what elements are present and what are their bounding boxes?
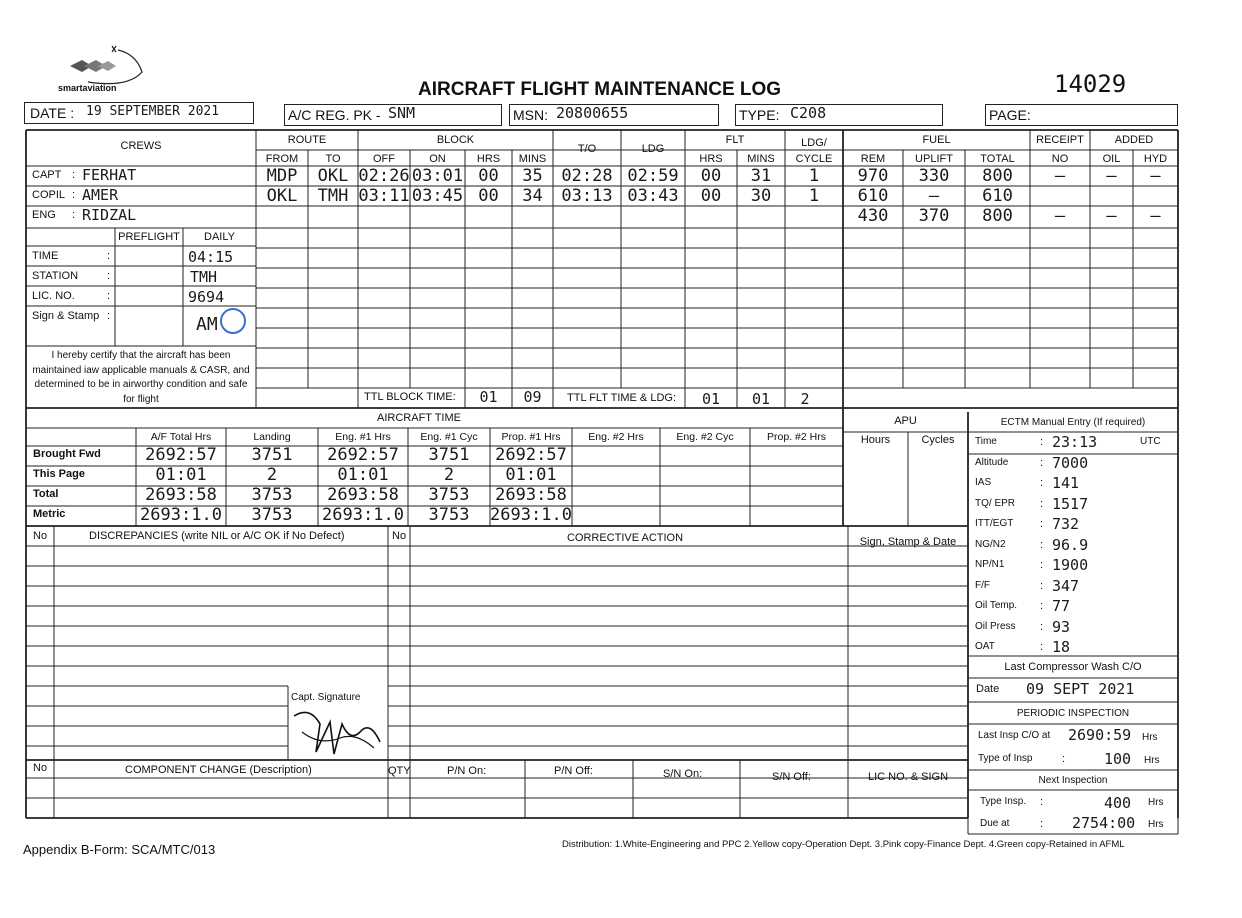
apu-hours: Hours [860,434,891,446]
flight-cell-cycle: 1 [808,166,820,186]
flight-cell-mins: 35 [522,166,543,186]
aircraft-time-col-header: Prop. #2 Hrs [767,431,826,443]
flight-cell-to: TMH [317,186,349,206]
from-header: FROM [265,153,299,165]
block-header: BLOCK [436,134,475,146]
aircraft-time-cell: 2693:1.0 [490,505,572,525]
ectm-value: 347 [1052,576,1080,595]
ttl-flt-label: TTL FLT TIME & LDG: [567,392,677,404]
aircraft-time-cell: 2693:1.0 [322,505,404,525]
ectm-unit: UTC [1140,436,1161,447]
msn-value: 20800655 [556,104,629,122]
ectm-label: NG/N2 [975,538,1006,550]
crew-colon: : [72,209,76,221]
sign-label: Sign & Stamp [32,310,100,322]
flight-cell-ldg: 02:59 [627,166,679,186]
ectm-value: 93 [1052,617,1071,636]
apu-cycles: Cycles [921,434,955,446]
stamp-icon [220,308,246,334]
aircraft-time-cell: 01:01 [505,465,557,485]
logo-text: smartaviation [58,83,117,93]
flight-cell-flt-hrs: 00 [700,166,722,186]
next-type-value: 400 [1104,794,1132,812]
aircraft-time-cell: 3753 [428,485,470,505]
ectm-value: 141 [1052,474,1080,492]
off-header: OFF [373,153,395,165]
crew-role-label: CAPT [32,169,62,181]
aircraft-time-cell: 2693:1.0 [140,505,222,525]
due-value: 2754:00 [1072,814,1136,832]
aircraft-time-col-header: Landing [253,431,291,443]
added-header: ADDED [1114,134,1154,146]
aircraft-time-cell: 01:01 [337,465,389,485]
ectm-label: F/F [975,579,990,591]
next-type-unit: Hrs [1148,797,1164,808]
receipt-header: RECEIPT [1036,134,1084,146]
daily-label: DAILY [204,231,235,243]
flight-cell-to-time: 03:13 [561,186,613,206]
flight-cell-on: 03:45 [411,186,464,206]
flight-cell-mins: 34 [522,186,543,206]
flight-cell-uplift: 330 [918,166,950,186]
comp-no-header: No [33,762,48,774]
to-time-header: T/O [577,143,597,155]
rem-header: REM [860,153,886,165]
ectm-colon: : [1040,559,1044,571]
flight-cell-hrs: 00 [478,186,499,206]
type-value: C208 [790,104,827,122]
ldg-cycle-header: LDG/ CYCLE [795,137,833,165]
flight-cell-oil: — [1106,166,1117,186]
flight-cell-to-time: 02:28 [561,166,613,186]
ectm-label: Oil Press [975,620,1016,632]
aircraft-time-row-label: Brought Fwd [33,448,101,460]
colon: : [107,250,111,262]
flt-header: FLT [725,134,745,146]
ectm-colon: : [1040,436,1044,448]
pn-on-header: P/N On: [447,765,487,777]
preflight-label: PREFLIGHT [118,231,180,243]
flight-cell-receipt: — [1054,206,1066,226]
flight-cell-off: 02:26 [358,166,410,186]
ttl-flt-mins: 01 [751,390,771,408]
aircraft-time-cell: 2 [266,465,278,485]
ectm-colon: : [1040,620,1044,633]
flight-cell-to: OKL [317,166,349,186]
serial-number: 14029 [1054,70,1127,98]
crews-header: CREWS [120,140,162,152]
colon: : [1040,796,1044,808]
ectm-colon: : [1040,600,1044,612]
flight-cell-hrs: 00 [478,166,499,186]
ldg-header: LDG [641,143,665,155]
crew-name: FERHAT [82,166,137,184]
ttl-block-hrs: 01 [479,388,498,406]
compressor-wash-label: Last Compressor Wash C/O [1004,661,1142,673]
aircraft-time-row-label: Metric [33,508,66,520]
station-label: STATION [32,270,79,282]
aircraft-time-cell: 3753 [251,485,293,505]
flight-cell-off: 03:11 [358,186,410,206]
flight-cell-hyd: — [1150,206,1161,226]
daily-lic-value: 9694 [188,288,225,306]
sign-stamp-date: Sign, Stamp & Date [859,536,957,548]
route-header: ROUTE [287,134,327,146]
apu-title: APU [894,415,917,427]
flight-cell-uplift: — [928,186,940,206]
ectm-colon: : [1040,477,1044,489]
ectm-colon: : [1040,497,1044,510]
capt-signature-label: Capt. Signature [291,692,361,703]
flight-cell-from: MDP [266,166,298,186]
corrective-title: CORRECTIVE ACTION [566,532,684,544]
crew-colon: : [72,169,76,181]
ectm-value: 1517 [1052,494,1089,513]
daily-station-value: TMH [190,268,218,286]
ectm-value: 732 [1052,515,1080,533]
aircraft-time-row-label: Total [33,488,59,500]
aircraft-time-cell: 2 [443,465,455,485]
flight-cell-flt-mins: 31 [750,166,772,186]
aircraft-time-cell: 2693:58 [145,485,217,505]
flight-cell-flt-mins: 30 [750,186,772,206]
ectm-label: NP/N1 [975,559,1005,570]
ectm-colon: : [1040,538,1044,551]
ectm-label: ITT/EGT [975,518,1014,529]
on-header: ON [429,153,446,165]
last-insp-value: 2690:59 [1068,726,1132,744]
aircraft-time-cell: 3751 [251,445,293,465]
hyd-header: HYD [1143,153,1168,165]
due-label: Due at [980,818,1010,829]
ttl-ldg: 2 [800,390,810,408]
disc-no-header: No [33,530,48,542]
ectm-label: TQ/ EPR [975,497,1016,509]
colon: : [1062,753,1066,765]
ttl-block-label: TTL BLOCK TIME: [364,391,456,403]
daily-time-value: 04:15 [188,248,234,266]
page-label: PAGE: [989,107,1031,123]
aircraft-time-col-header: Eng. #1 Cyc [420,431,478,443]
last-insp-unit: Hrs [1142,732,1158,743]
reg-label: A/C REG. PK - [288,107,381,123]
flight-cell-oil: — [1106,206,1117,226]
aircraft-time-cell: 3753 [428,505,470,525]
crew-name: RIDZAL [82,206,137,224]
flight-cell-uplift: 370 [918,206,950,226]
lic-label: LIC. NO. [32,290,75,302]
ectm-value: 1900 [1052,556,1089,574]
ectm-colon: : [1040,518,1044,530]
flight-cell-rem: 970 [857,166,889,186]
ectm-colon: : [1040,456,1044,469]
type-insp-value: 100 [1104,750,1132,768]
date-value: 19 SEPTEMBER 2021 [86,104,220,119]
ectm-label: OAT [975,641,995,652]
ectm-title: ECTM Manual Entry (If required) [1000,417,1146,428]
pn-off-header: P/N Off: [554,765,593,777]
aircraft-time-cell: 2692:57 [145,445,217,465]
flight-cell-rem: 430 [857,206,889,226]
aircraft-time-title: AIRCRAFT TIME [377,412,461,424]
daily-sign-value: AM [196,314,218,335]
colon: : [1040,818,1044,830]
aircraft-time-cell: 2693:58 [495,485,567,505]
oil-header: OIL [1102,153,1121,165]
colon: : [107,290,111,302]
sn-off-header: S/N Off: [772,771,811,783]
aircraft-time-cell: 3751 [428,445,470,465]
date-label: DATE : [30,105,75,121]
distribution-note: Distribution: 1.White-Engineering and PPC 2.Yellow copy-Operation Dept. 3.Pink copy-Finance Dept. 4.Green copy-Retained in AFML [562,839,1125,850]
aircraft-time-col-header: Eng. #2 Hrs [588,431,644,443]
aircraft-time-cell: 01:01 [155,465,207,485]
aircraft-time-cell: 2692:57 [495,445,567,465]
last-insp-label: Last Insp C/O at [978,730,1051,741]
ttl-flt-hrs: 01 [701,390,721,408]
flight-cell-rem: 610 [857,186,889,206]
crew-role-label: ENG [32,209,56,221]
ectm-label: Time [975,436,997,447]
time-label: TIME [32,250,59,262]
wash-date-value: 09 SEPT 2021 [1026,680,1135,698]
ectm-colon: : [1040,579,1044,592]
ectm-colon: : [1040,641,1044,653]
aircraft-time-row-label: This Page [33,468,85,480]
msn-label: MSN: [513,107,548,123]
ectm-value: 23:13 [1052,433,1098,451]
lic-sign-header: LIC NO. & SIGN [867,771,949,783]
aircraft-time-col-header: Eng. #1 Hrs [335,431,391,443]
form-title: AIRCRAFT FLIGHT MAINTENANCE LOG [418,79,782,100]
flight-cell-hyd: — [1150,166,1161,186]
ectm-value: 77 [1052,597,1071,615]
colon: : [107,310,111,322]
next-type-label: Type Insp. [980,796,1027,807]
flight-cell-on: 03:01 [411,166,464,186]
type-label: TYPE: [739,107,780,123]
periodic-inspection-label: PERIODIC INSPECTION [1016,708,1130,719]
hrs-header: HRS [476,153,501,165]
flight-cell-receipt: — [1054,166,1066,186]
uplift-header: UPLIFT [915,153,953,165]
disc-title: DISCREPANCIES (write NIL or A/C OK if No Defect) [89,530,345,542]
crew-colon: : [72,189,76,201]
flight-cell-total: 800 [982,206,1013,226]
ectm-value: 7000 [1052,453,1089,472]
aircraft-time-col-header: A/F Total Hrs [150,431,212,443]
fuel-header: FUEL [922,134,951,146]
due-unit: Hrs [1148,819,1164,830]
qty-header: QTY [388,765,411,777]
receipt-no-header: NO [1051,153,1069,165]
flight-cell-flt-hrs: 00 [700,186,722,206]
flight-cell-from: OKL [266,186,298,206]
ectm-value: 96.9 [1052,535,1089,554]
comp-title: COMPONENT CHANGE (Description) [125,764,312,776]
flight-cell-total: 800 [982,166,1013,186]
crew-name: AMER [82,186,119,204]
flt-mins-header: MINS [747,153,775,165]
aircraft-time-cell: 2693:58 [327,485,399,505]
total-header: TOTAL [980,153,1015,165]
ectm-value: 18 [1052,638,1071,656]
sn-on-header: S/N On: [663,768,703,780]
type-insp-label: Type of Insp [978,753,1033,764]
aircraft-time-cell: 3753 [251,505,293,525]
captain-signature [290,702,386,760]
ectm-label: Altitude [975,456,1009,468]
ectm-label: Oil Temp. [975,600,1018,611]
ttl-block-mins: 09 [523,388,542,406]
flight-cell-cycle: 1 [808,186,820,206]
aircraft-time-cell: 2692:57 [327,445,399,465]
appendix-label: Appendix B-Form: SCA/MTC/013 [23,842,216,857]
to-header: TO [325,153,341,165]
flt-hrs-header: HRS [699,153,723,165]
corr-no-header: No [392,530,407,542]
aircraft-time-col-header: Eng. #2 Cyc [676,431,734,443]
colon: : [107,270,111,282]
crew-role-label: COPIL [32,189,66,201]
aircraft-time-col-header: Prop. #1 Hrs [501,431,561,443]
next-inspection-label: Next Inspection [1038,775,1108,786]
wash-date-label: Date [976,683,1000,695]
flight-cell-total: 610 [982,186,1013,206]
type-insp-unit: Hrs [1144,755,1160,766]
ectm-label: IAS [975,477,992,488]
certify-statement: I hereby certify that the aircraft has been maintained iaw applicable manuals & CASR, and determined to be in airworthy condition and safe for flight [32,350,250,405]
flight-cell-ldg: 03:43 [627,186,679,206]
reg-value: SNM [388,104,416,122]
mins-header: MINS [518,153,547,165]
